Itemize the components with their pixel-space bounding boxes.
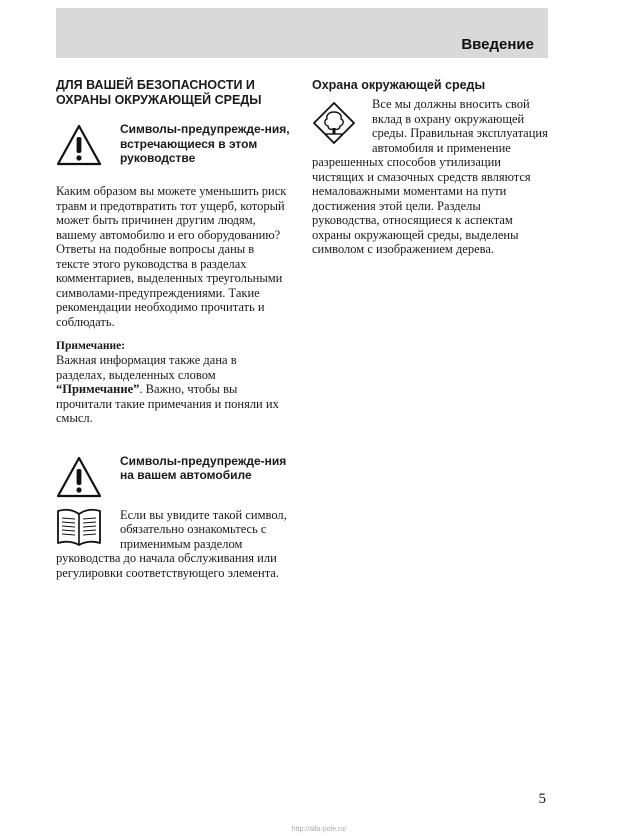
section-title: Введение — [461, 36, 534, 53]
warning-triangle-icon — [56, 456, 102, 498]
note-text-after: . Важно, чтобы вы прочитали такие примечания и поняли их смысл. — [56, 382, 279, 425]
environment-block — [312, 97, 548, 257]
environment-heading: Охрана окружающей среды — [312, 78, 486, 92]
tree-icon — [312, 101, 356, 145]
warning-symbols-vehicle-title: Символы-предупрежде-ния на вашем автомобиле — [120, 453, 287, 482]
environment-text: Все мы должны вносить свой вклад в охрану окружающей среды. Правильная эксплуатация автомобиля и применение разрешенных способов утилизации чистящих и смазочных средств являются немаловажными моментами на пути достижения этой цели. Разделы руководства, относящиеся к аспектам охраны окружающей среды, выделены символом с изображением дерева. — [312, 97, 548, 256]
note-label: Примечание: — [56, 340, 126, 352]
note-word: “Примечание” — [56, 382, 140, 396]
warning-symbols-manual-block — [56, 122, 288, 202]
right-column — [312, 78, 548, 257]
open-book-icon — [56, 508, 102, 546]
warning-triangle-icon — [56, 124, 102, 166]
footer-url: http://alfa-pole.ru/ — [291, 826, 347, 833]
safety-heading: ДЛЯ ВАШЕЙ БЕЗОПАСНОСТИ И ОХРАНЫ ОКРУЖАЮЩЕЙ СРЕДЫ — [56, 78, 262, 107]
page-number: 5 — [538, 791, 546, 807]
note-paragraph — [56, 353, 288, 426]
header-bar — [56, 8, 548, 58]
book-symbol-block — [56, 508, 288, 581]
book-symbol-text: Если вы увидите такой символ, обязательно ознакомьтесь с применимым разделом руководства до начала обслуживания или регулировки соответствующего элемента. — [56, 507, 287, 580]
safety-paragraph: Каким образом вы можете уменьшить риск травм и предотвратить тот ущерб, который может быть причинен другим людям, вашему автомобилю и его оборудованию? Ответы на подобные вопросы даны в тексте этого руководства в разделах комментариев, выделенных треугольными символами-предупреждениями. Такие рекомендации необходимо прочитать и соблюдать. — [56, 184, 287, 329]
warning-symbols-vehicle-block — [56, 454, 288, 508]
left-column — [56, 78, 288, 580]
note-text-before: Важная информация также дана в разделах, выделенных словом — [56, 353, 237, 382]
warning-symbols-manual-title: Символы-предупрежде-ния, встречающиеся в этом руководстве — [120, 122, 290, 165]
